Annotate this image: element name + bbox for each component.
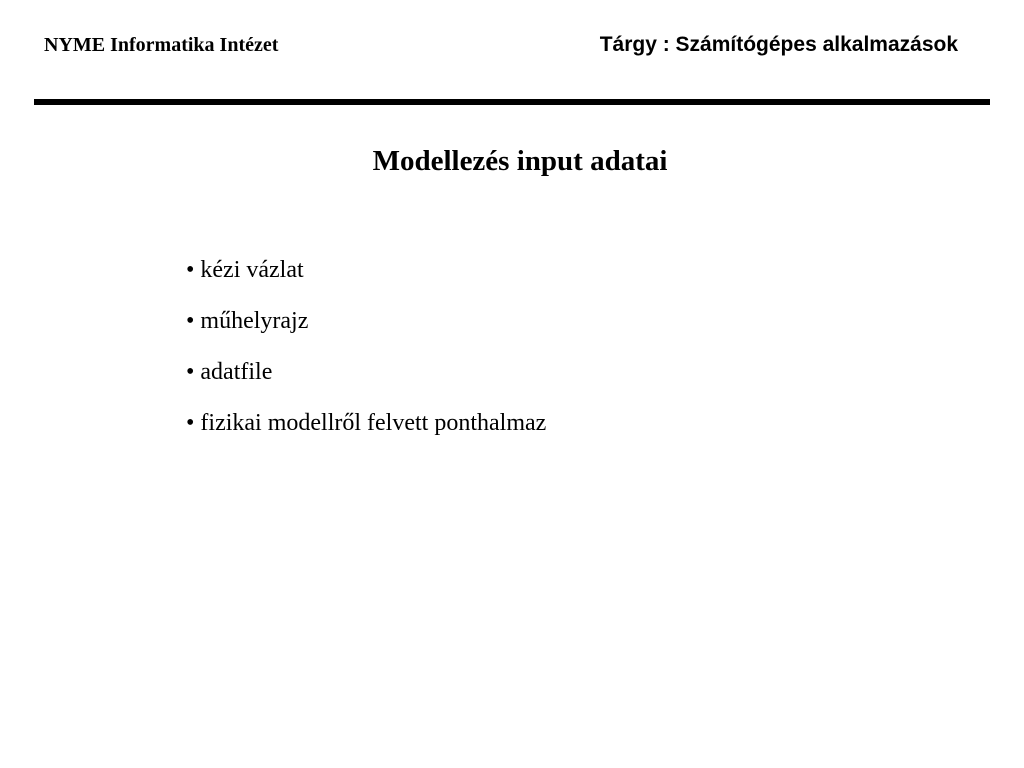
bullet-icon: • <box>186 410 195 436</box>
bullet-text: kézi vázlat <box>200 257 304 283</box>
bullet-list <box>186 254 546 458</box>
bullet-icon: • <box>186 308 195 334</box>
slide-title: Modellezés input adatai <box>372 145 668 177</box>
bullet-icon: • <box>186 257 195 283</box>
institute-name: NYME Informatika Intézet <box>44 34 279 56</box>
bullet-item <box>186 407 546 458</box>
bullet-item <box>186 356 546 407</box>
bullet-item <box>186 254 546 305</box>
bullet-text: fizikai modellről felvett ponthalmaz <box>200 410 547 436</box>
bullet-icon: • <box>186 359 195 385</box>
bullet-text: műhelyrajz <box>200 308 309 334</box>
bullet-item <box>186 305 546 356</box>
bullet-text: adatfile <box>200 359 273 385</box>
header-divider <box>34 99 990 105</box>
subject-title: Tárgy : Számítógépes alkalmazások <box>599 33 958 56</box>
